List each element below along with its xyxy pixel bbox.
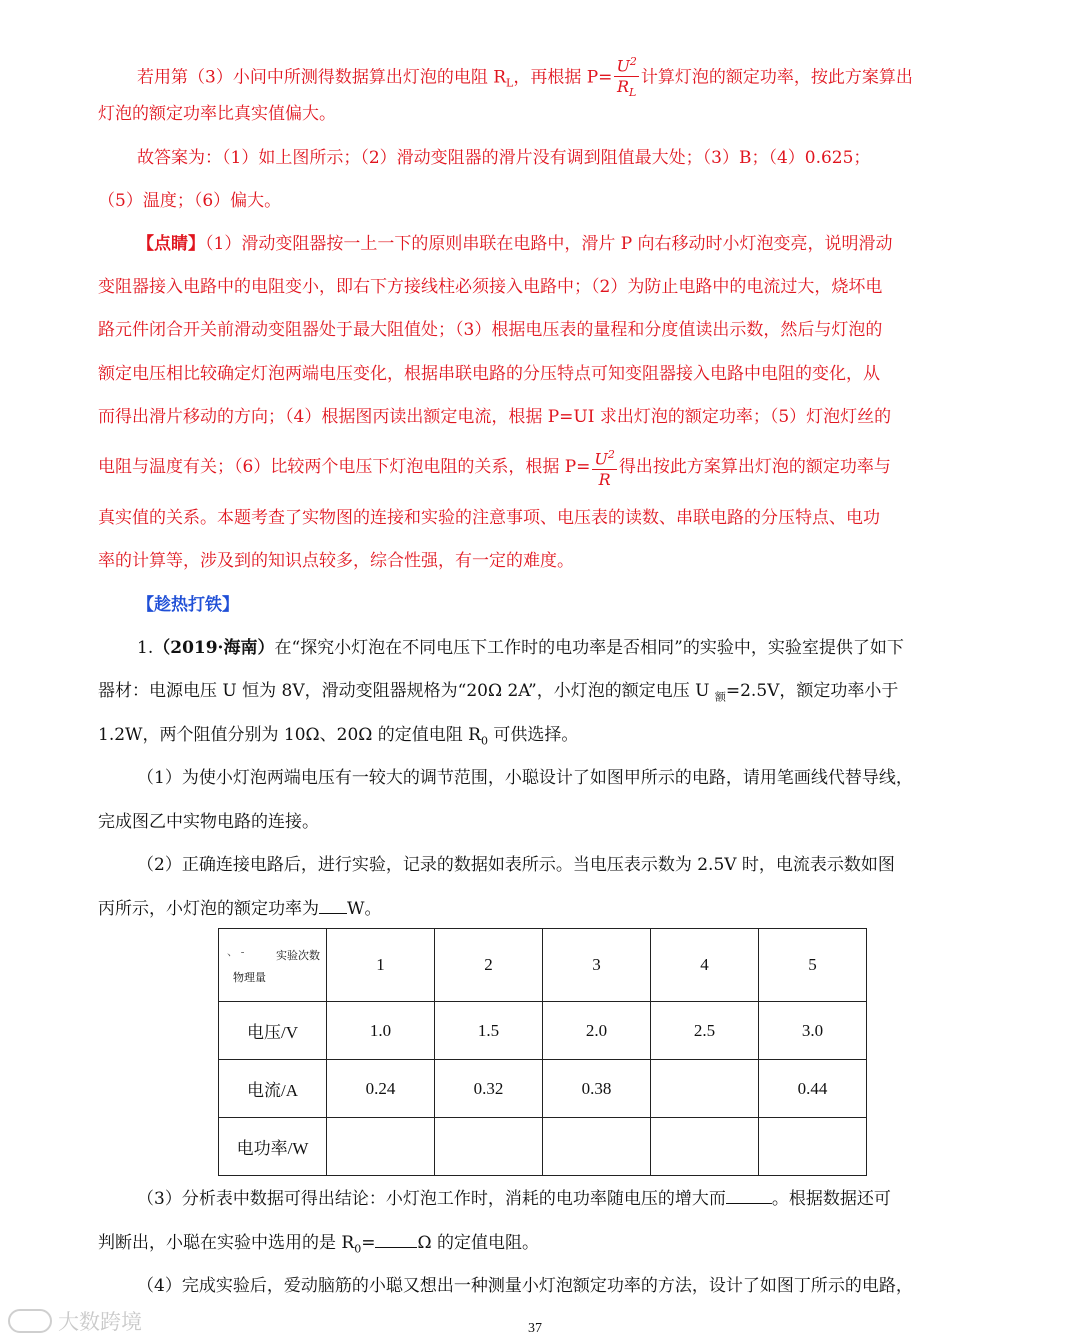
q1-part1-line1: （1）为使小灯泡两端电压有一较大的调节范围，小聪设计了如图甲所示的电路，请用笔画线代替导线，	[137, 768, 913, 788]
table-cell: 2.5	[651, 1002, 759, 1060]
q1-part2-text-b: W。	[347, 899, 382, 919]
q1-source: （2019·海南）	[153, 638, 275, 658]
table-cell: 2.0	[543, 1002, 651, 1060]
q1-line1	[137, 637, 904, 659]
para1-line2: 灯泡的额定功率比真实值偏大。	[98, 104, 336, 124]
dianjing-line3: 路元件闭合开关前滑动变阻器处于最大阻值处；（3）根据电压表的量程和分度值读出示数，然后与灯泡的	[98, 320, 883, 340]
answer-blank-resistor[interactable]	[375, 1232, 417, 1248]
frac2-num: U	[594, 449, 608, 469]
watermark-logo-icon	[8, 1309, 52, 1333]
data-table	[218, 928, 867, 1176]
table-cell	[435, 1118, 543, 1176]
section-title: 【趁热打铁】	[137, 595, 239, 615]
formula-u2-over-r	[592, 445, 616, 490]
para1-sub-l: L	[506, 76, 514, 90]
corner-bottom-label: 物理量	[233, 972, 266, 984]
table-cell	[651, 1060, 759, 1118]
diagonal-header	[219, 929, 326, 1001]
q1-part3-sub-0: 0	[354, 1242, 362, 1256]
q1-part3-text-d: Ω 的定值电阻。	[417, 1233, 539, 1253]
table-cell	[543, 1118, 651, 1176]
frac2-den: R	[598, 470, 611, 490]
q1-text1: 在“探究小灯泡在不同电压下工作时的电功率是否相同”的实验中，实验室提供了如下	[274, 638, 904, 658]
column-header: 4	[651, 929, 759, 1002]
q1-part4-line1: （4）完成实验后，爱动脑筋的小聪又想出一种测量小灯泡额定功率的方法，设计了如图丁所示的电路，	[137, 1276, 913, 1296]
dianjing-text6b: 得出按此方案算出灯泡的额定功率与	[618, 457, 891, 478]
q1-text2a: 器材：电源电压 U 恒为 8V，滑动变阻器规格为“20Ω 2A”，小灯泡的额定电压 U	[98, 681, 715, 701]
para1-line1	[137, 52, 913, 104]
q1-number: 1.	[137, 638, 154, 658]
q1-part3-text-b: 。根据数据还可	[771, 1189, 891, 1209]
q1-part2-line1: （2）正确连接电路后，进行实验，记录的数据如表所示。当电压表示数为 2.5V 时，电流表示数如图	[137, 855, 895, 875]
dianjing-text6a: 电阻与温度有关；（6）比较两个电压下灯泡电阻的关系，根据 P=	[98, 457, 591, 478]
table-cell: 0.44	[759, 1060, 867, 1118]
column-header: 1	[327, 929, 435, 1002]
dianjing-line7: 真实值的关系。本题考查了实物图的连接和实验的注意事项、电压表的读数、串联电路的分压特点、电功	[98, 508, 880, 528]
table-cell: 0.38	[543, 1060, 651, 1118]
q1-sub-e: 额	[714, 690, 726, 704]
para1-text-a: 若用第（3）小问中所测得数据算出灯泡的电阻 R	[137, 67, 507, 88]
table-row	[219, 1002, 867, 1060]
q1-sub-0: 0	[480, 734, 488, 748]
q1-text2b: =2.5V，额定功率小于	[725, 681, 899, 701]
table-cell: 0.32	[435, 1060, 543, 1118]
q1-part3-eq: =	[361, 1233, 376, 1253]
answer-line2: （5）温度；（6）偏大。	[98, 191, 282, 211]
table-cell	[759, 1118, 867, 1176]
frac-sup: 2	[629, 55, 637, 68]
frac2-sup: 2	[607, 448, 615, 461]
column-header: 2	[435, 929, 543, 1002]
table-cell: 1.5	[435, 1002, 543, 1060]
q1-line2	[98, 680, 898, 708]
q1-text3a: 1.2W，两个阻值分别为 10Ω、20Ω 的定值电阻 R	[98, 725, 481, 745]
para1-text-b: ，再根据 P=	[513, 67, 613, 88]
q1-part3-line2	[98, 1232, 539, 1260]
q1-part3-text-a: （3）分析表中数据可得出结论：小灯泡工作时，消耗的电功率随电压的增大而	[137, 1189, 726, 1209]
table-cell: 3.0	[759, 1002, 867, 1060]
table-row	[219, 1060, 867, 1118]
q1-part2-line2	[98, 898, 381, 920]
dianjing-text1: （1）滑动变阻器按一上一下的原则串联在电路中，滑片 P 向右移动时小灯泡变亮，说明滑动	[205, 234, 893, 254]
formula-u2-over-rl	[614, 52, 638, 104]
corner-top-label: 实验次数	[276, 950, 320, 962]
q1-part1-line2: 完成图乙中实物电路的连接。	[98, 812, 319, 832]
q1-part3-text-c: 判断出，小聪在实验中选用的是 R	[98, 1233, 355, 1253]
answer-blank-power[interactable]	[319, 898, 347, 914]
table-row	[219, 1118, 867, 1176]
table-cell: 1.0	[327, 1002, 435, 1060]
table-cell	[327, 1118, 435, 1176]
q1-part3-line1	[137, 1188, 891, 1210]
column-header: 3	[543, 929, 651, 1002]
table-corner-cell	[219, 929, 327, 1002]
frac-num: U	[616, 56, 630, 76]
q1-line3	[98, 724, 578, 752]
answer-line1: 故答案为：（1）如上图所示；（2）滑动变阻器的滑片没有调到阻值最大处；（3）B；（4）0.625；	[137, 148, 871, 168]
table-header-row	[219, 929, 867, 1002]
dianjing-line6	[98, 445, 891, 490]
q1-part2-text-a: 丙所示，小灯泡的额定功率为	[98, 899, 319, 919]
dianjing-label: 【点睛】	[137, 234, 205, 254]
answer-blank-trend[interactable]	[726, 1188, 772, 1204]
corner-dash: 、 -	[227, 946, 245, 958]
table-cell: 0.24	[327, 1060, 435, 1118]
dianjing-line1	[137, 233, 893, 255]
dianjing-line4: 额定电压相比较确定灯泡两端电压变化，根据串联电路的分压特点可知变阻器接入电路中电阻的变化，从	[98, 364, 880, 384]
row-label: 电功率/W	[219, 1118, 327, 1176]
table-cell	[651, 1118, 759, 1176]
dianjing-line8: 率的计算等，涉及到的知识点较多，综合性强，有一定的难度。	[98, 551, 574, 571]
column-header: 5	[759, 929, 867, 1002]
frac-den-sub: L	[629, 86, 637, 100]
watermark-text: 大数跨境	[58, 1310, 142, 1334]
watermark	[8, 1306, 142, 1336]
para1-text-c: 计算灯泡的额定功率，按此方案算出	[640, 67, 913, 88]
dianjing-line2: 变阻器接入电路中的电阻变小，即右下方接线柱必须接入电路中；（2）为防止电路中的电流过大，烧坏电	[98, 277, 883, 297]
page-number: 37	[528, 1321, 542, 1336]
dianjing-line5: 而得出滑片移动的方向；（4）根据图丙读出额定电流，根据 P=UI 求出灯泡的额定功率；（5）灯泡灯丝的	[98, 407, 892, 427]
q1-text3b: 可供选择。	[487, 725, 579, 745]
row-label: 电压/V	[219, 1002, 327, 1060]
row-label: 电流/A	[219, 1060, 327, 1118]
frac-den: R	[617, 77, 630, 97]
